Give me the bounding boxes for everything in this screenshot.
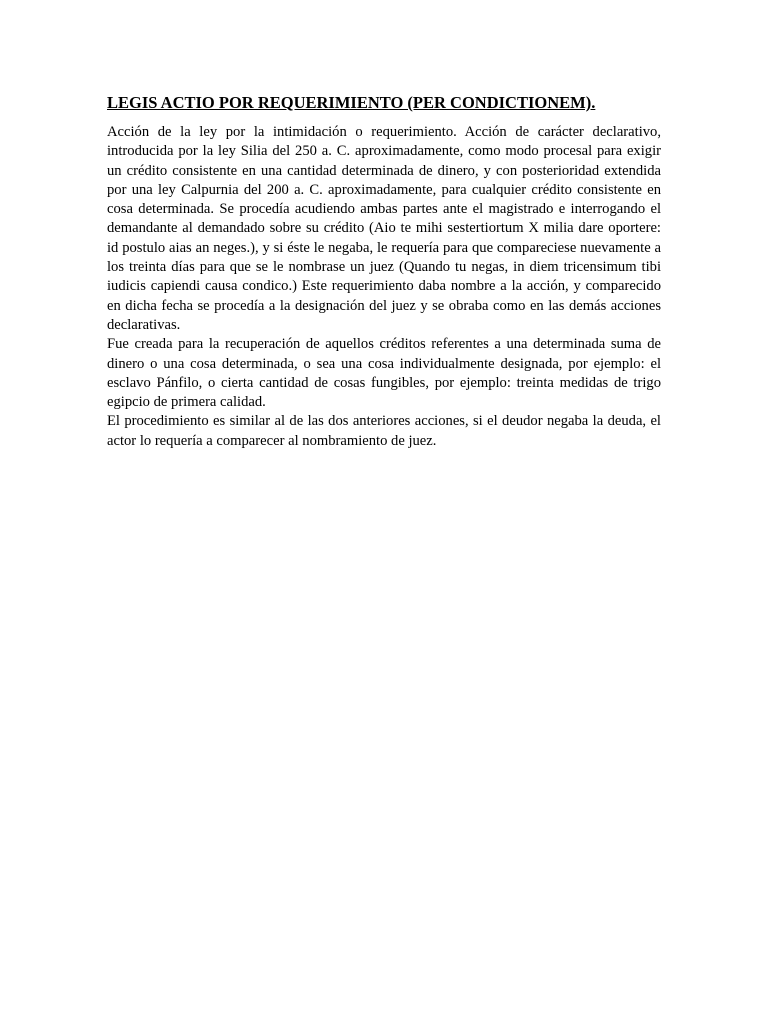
paragraph-2: Fue creada para la recuperación de aquellos créditos referentes a una determinada suma de dinero o una cosa determinada, o sea una cosa individualmente designada, por ejemplo: el esclavo Pánfilo, o cierta cantidad de cosas fungibles, por ejemplo: treinta medidas de trigo egipcio de primera calidad. (107, 336, 661, 411)
paragraph-3: El procedimiento es similar al de las dos anteriores acciones, si el deudor negaba la deuda, el actor lo requería a comparecer al nombramiento de juez. (107, 413, 661, 449)
document-body (107, 93, 661, 451)
document-title: LEGIS ACTIO POR REQUERIMIENTO (PER CONDICTIONEM). (107, 93, 596, 112)
paragraph-1: Acción de la ley por la intimidación o requerimiento. Acción de carácter declarativo, introducida por la ley Silia del 250 a. C. aproximadamente, como modo procesal para exigir un crédito consistente en una cantidad determinada de dinero, y con posterioridad extendida por una ley Calpurnia del 200 a. C. aproximadamente, para cualquier crédito consistente en cosa determinada. Se procedía acudiendo ambas partes ante el magistrado e interrogando el demandante al demandado sobre su crédito (Aio te mihi sestertiortum X milia dare oportere: id postulo aias an neges.), y si éste le negaba, le requería para que compareciese nuevamente a los treinta días para que se le nombrase un juez (Quando tu negas, in diem tricensimum tibi iudicis capiendi causa condico.) Este requerimiento daba nombre a la acción, y comparecido en dicha fecha se procedía a la designación del juez y se obraba como en las demás acciones declarativas. (107, 124, 661, 333)
